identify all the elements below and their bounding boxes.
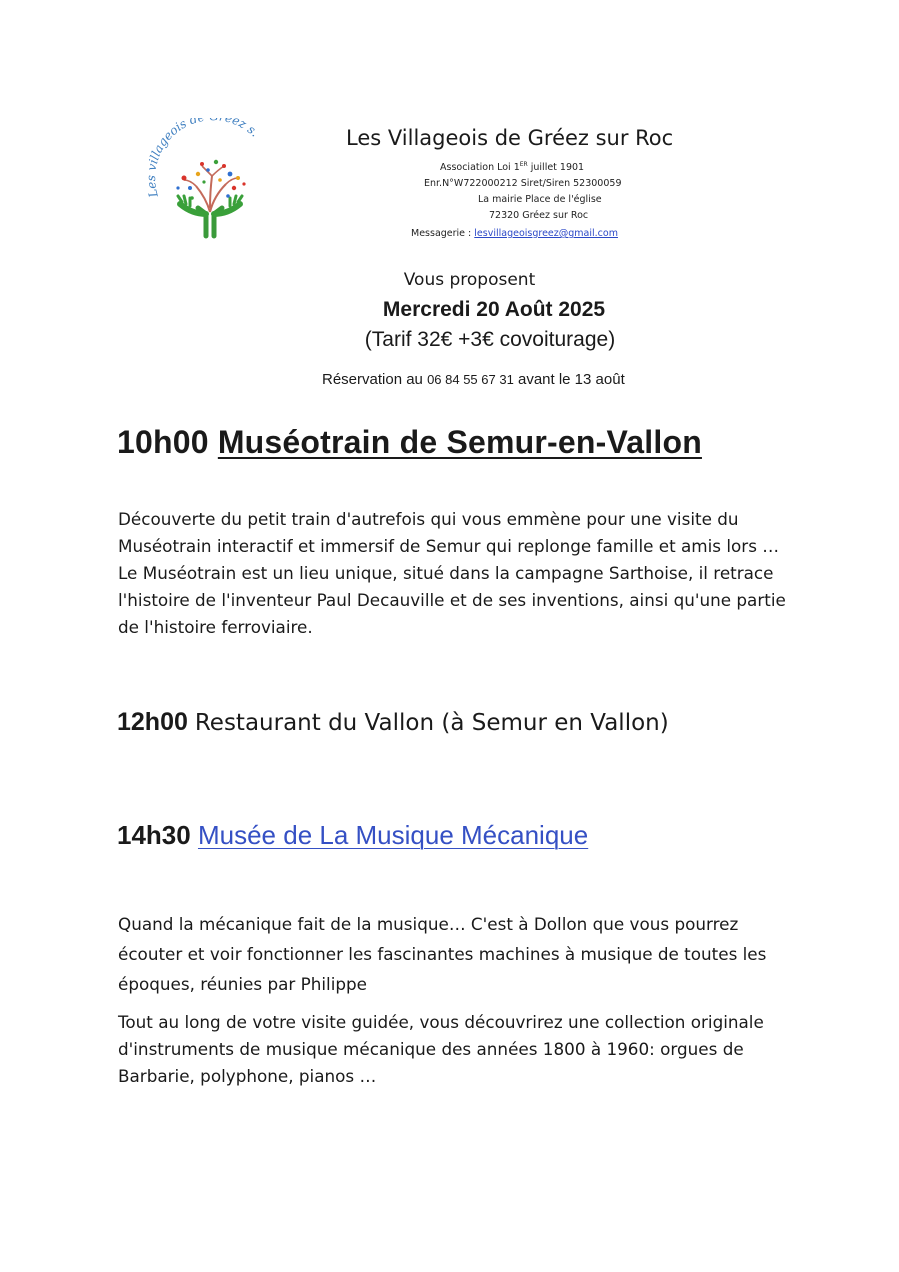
assoc-prefix: Association Loi 1 xyxy=(440,162,520,174)
tree-hands-logo-icon xyxy=(140,118,280,242)
registration-number: Enr.N°W722000212 Siret/Siren 52300059 xyxy=(424,178,622,189)
description-line: Découverte du petit train d'autrefois qui vous emmène pour une visite du xyxy=(118,509,739,529)
section-musee-link[interactable]: Musée de La Musique Mécanique xyxy=(197,820,589,850)
association-logo xyxy=(140,118,280,242)
section-restaurant-time: 12h00 xyxy=(117,708,188,736)
description-line: Tout au long de votre visite guidée, vous découvrirez une collection originale xyxy=(118,1012,764,1032)
section-musee-heading xyxy=(117,820,588,851)
mairie-address: La mairie Place de l'église xyxy=(478,194,602,205)
reservation-suffix: avant le 13 août xyxy=(513,371,625,388)
description-line: l'histoire de l'inventeur Paul Decauville et de ses inventions, ainsi qu'une partie xyxy=(118,590,786,610)
section-museotrain-title: Muséotrain de Semur-en-Vallon xyxy=(217,424,702,460)
description-line: écouter et voir fonctionner les fascinantes machines à musique de toutes les xyxy=(118,944,767,964)
logo-text: Les villageois d éez s. xyxy=(144,118,262,199)
messagerie-label: Messagerie : xyxy=(411,228,475,239)
svg-text:Les villageois de Gréez s. xyxy=(144,118,262,200)
reservation-line xyxy=(322,371,625,388)
description-line: époques, réunies par Philippe xyxy=(118,974,367,994)
description-line: de l'histoire ferroviaire. xyxy=(118,617,313,637)
assoc-suffix: juillet 1901 xyxy=(527,162,585,174)
description-line: Barbarie, polyphone, pianos … xyxy=(118,1066,377,1086)
section-restaurant-heading xyxy=(117,708,669,737)
event-date: Mercredi 20 Août 2025 xyxy=(382,298,606,321)
association-line xyxy=(440,161,584,173)
description-line: Le Muséotrain est un lieu unique, situé dans la campagne Sarthoise, il retrace xyxy=(118,563,774,583)
reservation-prefix: Réservation au xyxy=(322,371,428,388)
messagerie-line xyxy=(411,228,618,239)
assoc-sup: ER xyxy=(519,161,528,168)
email-link[interactable]: lesvillageoisgreez@gmail.com xyxy=(474,228,618,239)
section-museotrain-description xyxy=(118,506,818,641)
section-museotrain-time: 10h00 xyxy=(117,424,209,460)
org-name: Les Villageois de Gréez sur Roc xyxy=(346,126,674,150)
tarif-text: (Tarif 32€ +3€ covoiturage) xyxy=(364,328,616,351)
description-line: d'instruments de musique mécanique des années 1800 à 1960: orgues de xyxy=(118,1039,744,1059)
proposent-text: Vous proposent xyxy=(403,270,536,290)
section-musee-time: 14h30 xyxy=(117,820,191,850)
description-line: Muséotrain interactif et immersif de Semur qui replonge famille et amis lors … xyxy=(118,536,780,556)
reservation-phone: 06 84 55 67 31 xyxy=(427,372,514,387)
postal-address: 72320 Gréez sur Roc xyxy=(489,210,589,221)
section-museotrain-heading xyxy=(117,424,702,461)
description-line: Quand la mécanique fait de la musique… C'est à Dollon que vous pourrez xyxy=(118,914,739,934)
section-restaurant-title: Restaurant du Vallon (à Semur en Vallon) xyxy=(194,710,669,736)
section-musee-description-2 xyxy=(118,1009,818,1090)
section-musee-description-1 xyxy=(118,909,818,999)
